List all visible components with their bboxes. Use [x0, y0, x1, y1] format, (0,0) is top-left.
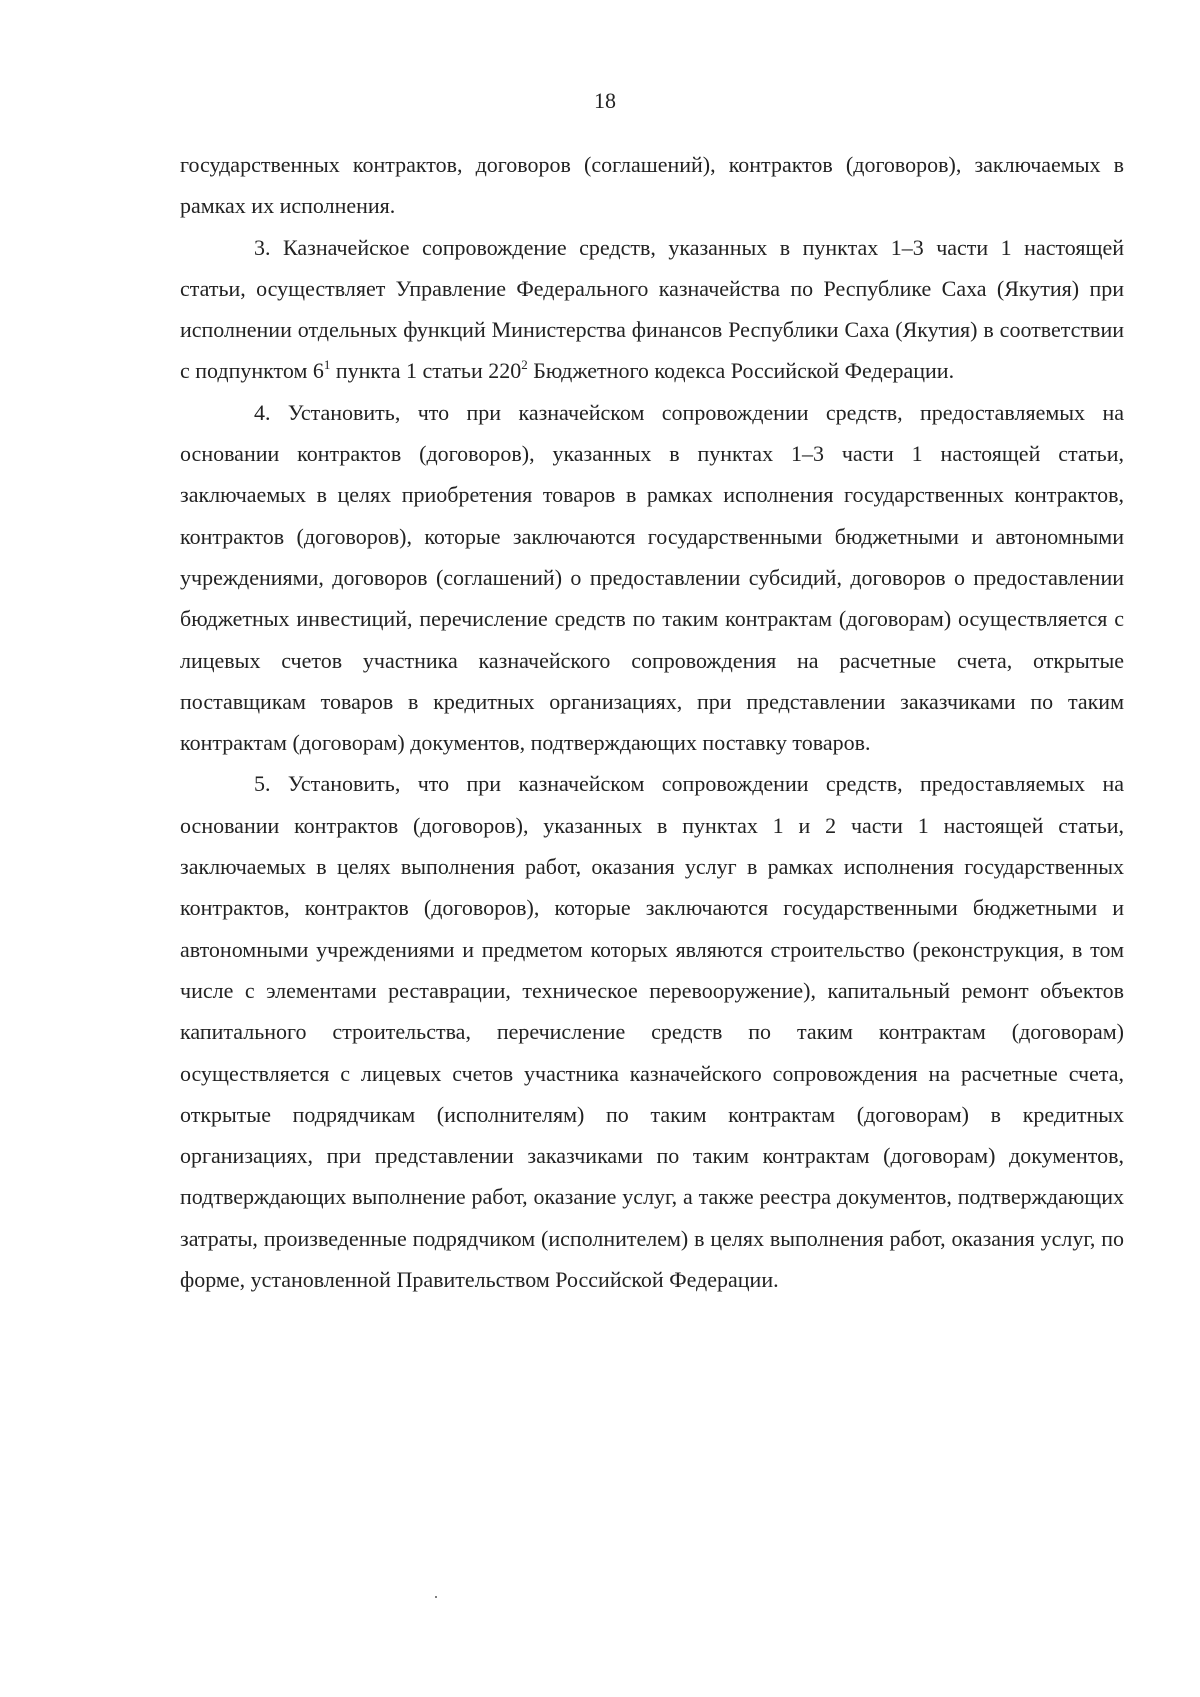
document-body	[180, 144, 1124, 1300]
paragraph-continuation: государственных контрактов, договоров (соглашений), контрактов (договоров), заключаемых в рамках их исполнения.	[180, 152, 1124, 219]
scan-speck	[435, 1596, 437, 1598]
paragraph-3-text-c: Бюджетного кодекса Российской Федерации.	[527, 358, 955, 384]
paragraph-4: 4. Установить, что при казначейском сопровождении средств, предоставляемых на основании контрактов (договоров), указанных в пунктах 1–3 части 1 настоящей статьи, заключаемых в целях приобретения товаров в рамках исполнения государственных контрактов, контрактов (договоров), которые заключаются государственными бюджетными и автономными учреждениями, договоров (соглашений) о предоставлении субсидий, договоров о предоставлении бюджетных инвестиций, перечисление средств по таким контрактам (договорам) осуществляется с лицевых счетов участника казначейского сопровождения на расчетные счета, открытые поставщикам товаров в кредитных организациях, при представлении заказчиками по таким контрактам (договорам) документов, подтверждающих поставку товаров.	[180, 399, 1124, 756]
paragraph-3	[180, 227, 1124, 392]
paragraph-3-text-b: пункта 1 статьи 220	[330, 358, 522, 384]
paragraph-3-text-a: 3. Казначейское сопровождение средств, указанных в пунктах 1–3 части 1 настоящей статьи, осуществляет Управление Федерального казначейства по Республике Саха (Якутия) при исполнении отдельных функций Министерства финансов Республики Саха (Якутия) в соответствии с подпунктом 6	[180, 234, 1124, 384]
paragraph-5: 5. Установить, что при казначейском сопровождении средств, предоставляемых на основании контрактов (договоров), указанных в пунктах 1 и 2 части 1 настоящей статьи, заключаемых в целях выполнения работ, оказания услуг в рамках исполнения государственных контрактов, контрактов (договоров), которые заключаются государственными бюджетными и автономными учреждениями и предметом которых являются строительство (реконструкция, в том числе с элементами реставрации, техническое перевооружение), капитальный ремонт объектов капитального строительства, перечисление средств по таким контрактам (договорам) осуществляется с лицевых счетов участника казначейского сопровождения на расчетные счета, открытые подрядчикам (исполнителям) по таким контрактам (договорам) в кредитных организациях, при представлении заказчиками по таким контрактам (договорам) документов, подтверждающих выполнение работ, оказание услуг, а также реестра документов, подтверждающих затраты, произведенные подрядчиком (исполнителем) в целях выполнения работ, оказания услуг, по форме, установленной Правительством Российской Федерации.	[180, 771, 1124, 1293]
superscript-1: 1	[323, 357, 331, 373]
superscript-2: 2	[521, 357, 528, 373]
page-number: 18	[594, 88, 616, 113]
